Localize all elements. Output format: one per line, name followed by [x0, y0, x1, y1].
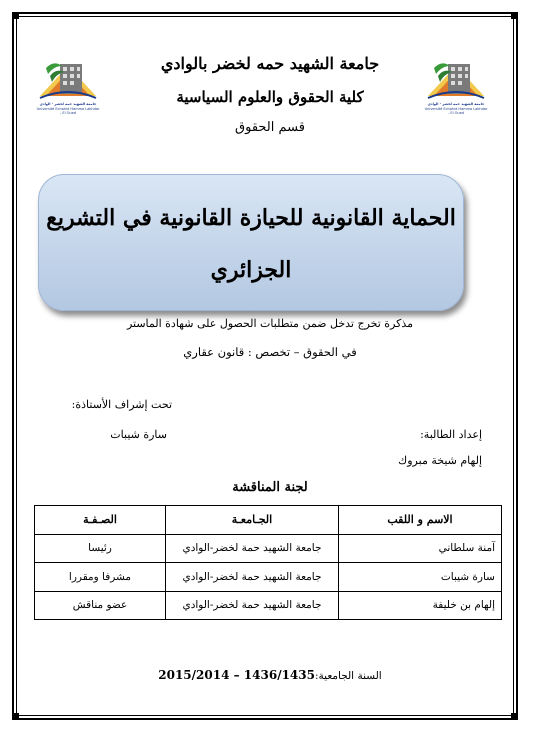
committee-table: [34, 505, 502, 620]
student-name: إلهام شيخة مبروك: [398, 454, 482, 467]
logo-caption-en: Université Echahid Hamma Lakhdar - El Oued: [424, 107, 488, 115]
table-row: [35, 563, 502, 592]
corner-ornament: [511, 12, 518, 19]
logo-caption-ar: جامعة الشهيد حمه لخضر - الوادي: [427, 102, 485, 106]
member-university: جامعة الشهيد حمة لخضر-الوادي: [166, 591, 339, 620]
column-header-university: الجـامعـة: [166, 506, 339, 535]
corner-ornament: [12, 12, 19, 19]
thesis-subtitle-line-1: مذكرة تخرج تدخل ضمن متطلبات الحصول على شهادة الماستر: [126, 317, 414, 330]
member-name: سارة شيبات: [339, 563, 502, 592]
corner-ornament: [12, 713, 19, 720]
academic-year: [0, 668, 540, 682]
thesis-title-line-1: الحماية القانونية للحيازة القانونية في التشريع: [46, 205, 456, 231]
member-university: جامعة الشهيد حمة لخضر-الوادي: [166, 534, 339, 563]
department-name: قسم الحقوق: [235, 120, 305, 135]
member-name: آمنة سلطاني: [339, 534, 502, 563]
member-role: مشرفا ومقررا: [35, 563, 166, 592]
faculty-name: كلية الحقوق والعلوم السياسية: [176, 88, 364, 106]
student-label: إعداد الطالبة:: [420, 428, 482, 441]
column-header-name: الاسم و اللقب: [339, 506, 502, 535]
academic-year-value: 1436/1435 – 2015/2014: [158, 668, 315, 682]
thesis-subtitle-line-2: في الحقوق – تخصص : قانون عقاري: [183, 345, 357, 359]
corner-ornament: [511, 713, 518, 720]
table-row: [35, 591, 502, 620]
member-name: إلهام بن خليفة: [339, 591, 502, 620]
table-header-row: [35, 506, 502, 535]
committee-title: لجنة المناقشة: [232, 480, 308, 495]
thesis-title-box: [38, 174, 464, 311]
logo-caption-en: Université Echahid Hamma Lakhdar - El Oued: [36, 107, 100, 115]
table-row: [35, 534, 502, 563]
member-university: جامعة الشهيد حمة لخضر-الوادي: [166, 563, 339, 592]
logo-caption-ar: جامعة الشهيد حمه لخضر - الوادي: [39, 102, 97, 106]
member-role: عضو مناقش: [35, 591, 166, 620]
academic-year-label: السنة الجامعية:: [314, 670, 382, 682]
university-name: جامعة الشهيد حمه لخضر بالوادي: [160, 54, 380, 73]
column-header-role: الصـفـة: [35, 506, 166, 535]
supervisor-name: سارة شيبات: [110, 428, 167, 441]
member-role: رئيسا: [35, 534, 166, 563]
supervisor-label: تحت إشراف الأستاذة:: [71, 398, 172, 411]
thesis-title-line-2: الجزائري: [210, 257, 292, 283]
